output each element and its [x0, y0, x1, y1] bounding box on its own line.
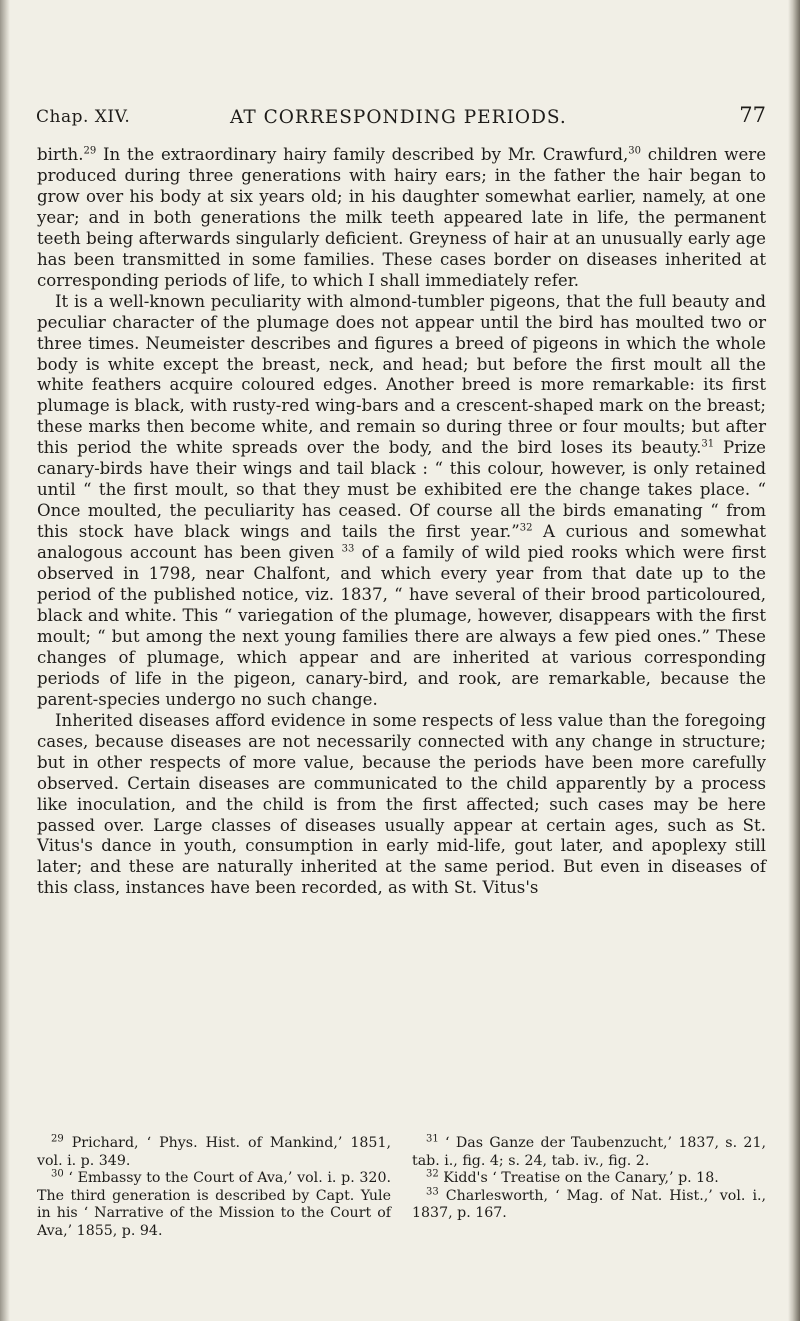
footnote-marker: 30 [628, 145, 642, 157]
footnote-marker: 31 [701, 438, 715, 450]
footnote-number: 32 [426, 1168, 439, 1180]
footnote [37, 1135, 391, 1170]
text-run: Inherited diseases afford evidence in some respects of less value than the foregoing cases, because diseases are not necessarily connected with any change in structure; but in other respects of more value, because the periods have been more carefully observed. Certain diseases are communicated to the child apparently by a process like inoculation, and the child is from the first affected; such cases may be here passed over. Large classes of diseases usually appear at certain ages, such as St. Vitus's dance in youth, consumption in early mid-life, gout later, and apoplexy still later; and these are naturally inherited at the same period. But even in diseases of this class, instances have been recorded, as with St. Vitus's [37, 710, 766, 898]
text-run: A curious and somewhat analogous account has been given [37, 522, 766, 563]
footnotes-left-column [37, 1135, 391, 1241]
running-title: AT CORRESPONDING PERIODS. [230, 107, 567, 128]
paragraph [37, 711, 766, 900]
footnote-text: Prichard, ‘ Phys. Hist. of Mankind,’ 1851, vol. i. p. 349. [37, 1135, 391, 1169]
text-run: In the extraordinary hairy family described by Mr. Crawfurd, [96, 145, 629, 164]
footnote-marker: 32 [519, 522, 533, 534]
footnote-text: ‘ Embassy to the Court of Ava,’ vol. i. p. 320. The third generation is described by Capt. Yule in his ‘ Narrative of the Mission to the Court of Ava,’ 1855, p. 94. [37, 1170, 391, 1239]
running-header [36, 103, 768, 135]
text-run: It is a well-known peculiarity with almond-tumbler pigeons, that the full beauty and peculiar character of the plumage does not appear until the bird has moulted two or three times. Neumeister describes and figures a breed of pigeons in which the whole body is white except the breast, neck, and head; but before the first moult all the white feathers acquire coloured edges. Another breed is more remarkable: its first plumage is black, with rusty-red wing-bars and a crescent-shaped mark on the breast; these marks then become white, and remain so during three or four moults; but after this period the white spreads over the body, and the bird loses its beauty. [37, 291, 766, 458]
page-spine-shadow [0, 0, 10, 1321]
footnote-marker: 29 [83, 145, 97, 157]
page-number: 77 [739, 103, 766, 127]
text-run: of a family of wild pied rooks which were first observed in 1798, near Chalfont, and which every year from that date up to the period of the published notice, viz. 1837, “ have several of their brood particoloured, black and white. This “ variegation of the plumage, however, disappears with the first moult; “ but among the next young families there are always a few pied ones.” These changes of plumage, which appear and are inherited at various corresponding periods of life in the pigeon, canary-bird, and rook, are remarkable, because the parent-species undergo no such change. [37, 543, 766, 709]
footnote-text: ‘ Das Ganze der Taubenzucht,’ 1837, s. 21, tab. i., fig. 4; s. 24, tab. iv., fig. 2. [412, 1135, 766, 1169]
footnote-text: Charlesworth, ‘ Mag. of Nat. Hist.,’ vol. i., 1837, p. 167. [412, 1187, 766, 1222]
chapter-label: Chap. XIV. [36, 107, 131, 127]
footnote-text: Kidd's ‘ Treatise on the Canary,’ p. 18. [438, 1170, 719, 1187]
footnote-number: 29 [51, 1133, 64, 1145]
footnote [412, 1135, 766, 1170]
text-run: children were produced during three generations with hairy ears; in the father the hair began to grow over his body at six years old; in his daughter somewhat earlier, namely, at one year; and in both generations the milk teeth appeared late in life, the permanent teeth being afterwards singularly deficient. Greyness of hair at an unusually early age has been transmitted in some families. These cases border on diseases inherited at corresponding periods of life, to which I shall immediately refer. [37, 145, 767, 290]
footnote-marker: 33 [341, 543, 355, 555]
page-edge-shadow [788, 0, 800, 1321]
footnote [412, 1170, 766, 1188]
main-text [37, 145, 766, 899]
footnote-number: 30 [51, 1168, 64, 1180]
footnote-number: 31 [426, 1133, 439, 1145]
text-run: Prize canary-birds have their wings and tail black : “ this colour, however, is only retained until “ the first moult, so that they must be exhibited ere the change takes place. “ Once moulted, the peculiarity has ceased. Of course all the birds emanating “ from this stock have black wings and tails the first year.” [37, 438, 766, 542]
paragraph [37, 145, 766, 292]
footnote [412, 1188, 766, 1223]
text-run: birth. [37, 145, 84, 164]
footnotes-right-column [412, 1135, 766, 1223]
footnote [37, 1170, 391, 1240]
footnote-number: 33 [426, 1186, 439, 1198]
paragraph [37, 292, 766, 711]
